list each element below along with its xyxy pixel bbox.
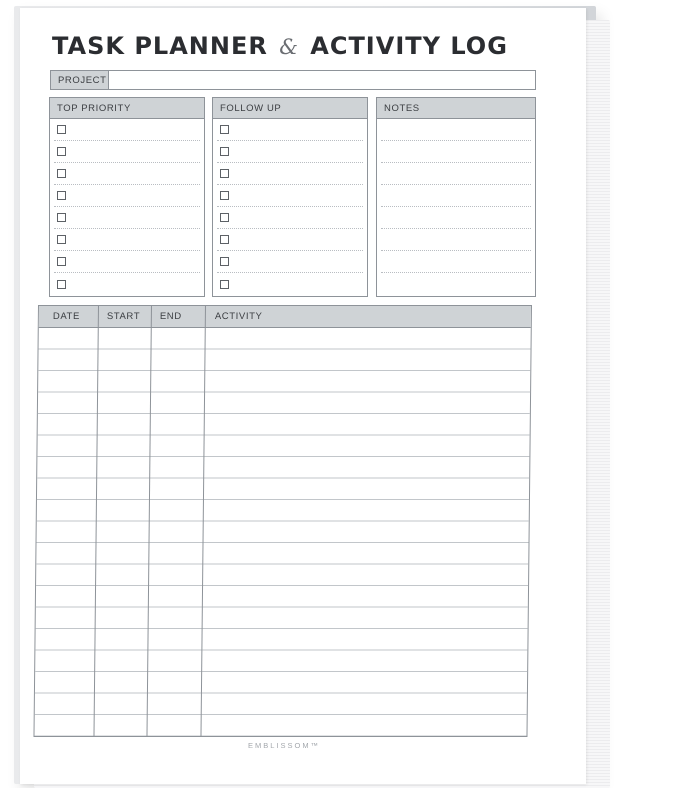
notes-lines[interactable]	[377, 119, 535, 295]
checkbox-icon[interactable]	[57, 213, 66, 222]
list-item[interactable]	[217, 119, 363, 141]
column-header-start: START	[106, 311, 141, 322]
notes-header: NOTES	[377, 98, 535, 119]
list-item[interactable]	[217, 229, 363, 251]
checkbox-icon[interactable]	[57, 280, 66, 289]
note-line[interactable]	[381, 251, 531, 273]
checkbox-icon[interactable]	[220, 125, 229, 134]
follow-up-box	[212, 97, 368, 297]
follow-up-header: FOLLOW UP	[213, 98, 367, 119]
list-item[interactable]	[217, 273, 363, 295]
follow-up-list	[213, 119, 367, 295]
activity-log-table	[33, 305, 532, 737]
top-priority-box	[49, 97, 205, 297]
list-item[interactable]	[54, 251, 200, 273]
list-item[interactable]	[54, 163, 200, 185]
title-tail: ACTIVITY LOG	[310, 32, 508, 60]
note-line[interactable]	[381, 163, 531, 185]
checkbox-icon[interactable]	[220, 257, 229, 266]
checkbox-icon[interactable]	[220, 191, 229, 200]
checkbox-icon[interactable]	[220, 280, 229, 289]
checkbox-icon[interactable]	[220, 169, 229, 178]
list-item[interactable]	[54, 273, 200, 295]
checkbox-icon[interactable]	[57, 257, 66, 266]
checkbox-icon[interactable]	[57, 169, 66, 178]
list-item[interactable]	[54, 141, 200, 163]
list-item[interactable]	[54, 185, 200, 207]
project-field[interactable]	[50, 70, 536, 90]
note-line[interactable]	[381, 273, 531, 295]
note-line[interactable]	[381, 119, 531, 141]
top-priority-header: TOP PRIORITY	[50, 98, 204, 119]
activity-log-header	[39, 306, 531, 328]
notes-box	[376, 97, 536, 297]
title-ampersand: &	[279, 35, 299, 59]
checkbox-icon[interactable]	[57, 147, 66, 156]
column-header-activity: ACTIVITY	[214, 311, 263, 322]
checkbox-icon[interactable]	[220, 235, 229, 244]
top-priority-list	[50, 119, 204, 295]
list-item[interactable]	[217, 185, 363, 207]
column-header-end: END	[159, 311, 182, 322]
checkbox-icon[interactable]	[220, 213, 229, 222]
activity-log-rows[interactable]	[34, 328, 530, 736]
column-header-date: DATE	[52, 311, 80, 322]
list-item[interactable]	[54, 207, 200, 229]
list-item[interactable]	[217, 163, 363, 185]
list-item[interactable]	[54, 119, 200, 141]
brand-logo: EMBLISSOM™	[248, 741, 321, 750]
checkbox-icon[interactable]	[57, 191, 66, 200]
checkbox-icon[interactable]	[57, 235, 66, 244]
list-item[interactable]	[217, 141, 363, 163]
note-line[interactable]	[381, 185, 531, 207]
note-line[interactable]	[381, 229, 531, 251]
project-label: PROJECT	[51, 71, 109, 89]
title-main: TASK PLANNER	[52, 32, 268, 60]
project-input-area[interactable]	[109, 71, 535, 89]
note-line[interactable]	[381, 141, 531, 163]
note-line[interactable]	[381, 207, 531, 229]
page-title	[52, 28, 508, 65]
checkbox-icon[interactable]	[57, 125, 66, 134]
list-item[interactable]	[54, 229, 200, 251]
list-item[interactable]	[217, 207, 363, 229]
list-item[interactable]	[217, 251, 363, 273]
checkbox-icon[interactable]	[220, 147, 229, 156]
